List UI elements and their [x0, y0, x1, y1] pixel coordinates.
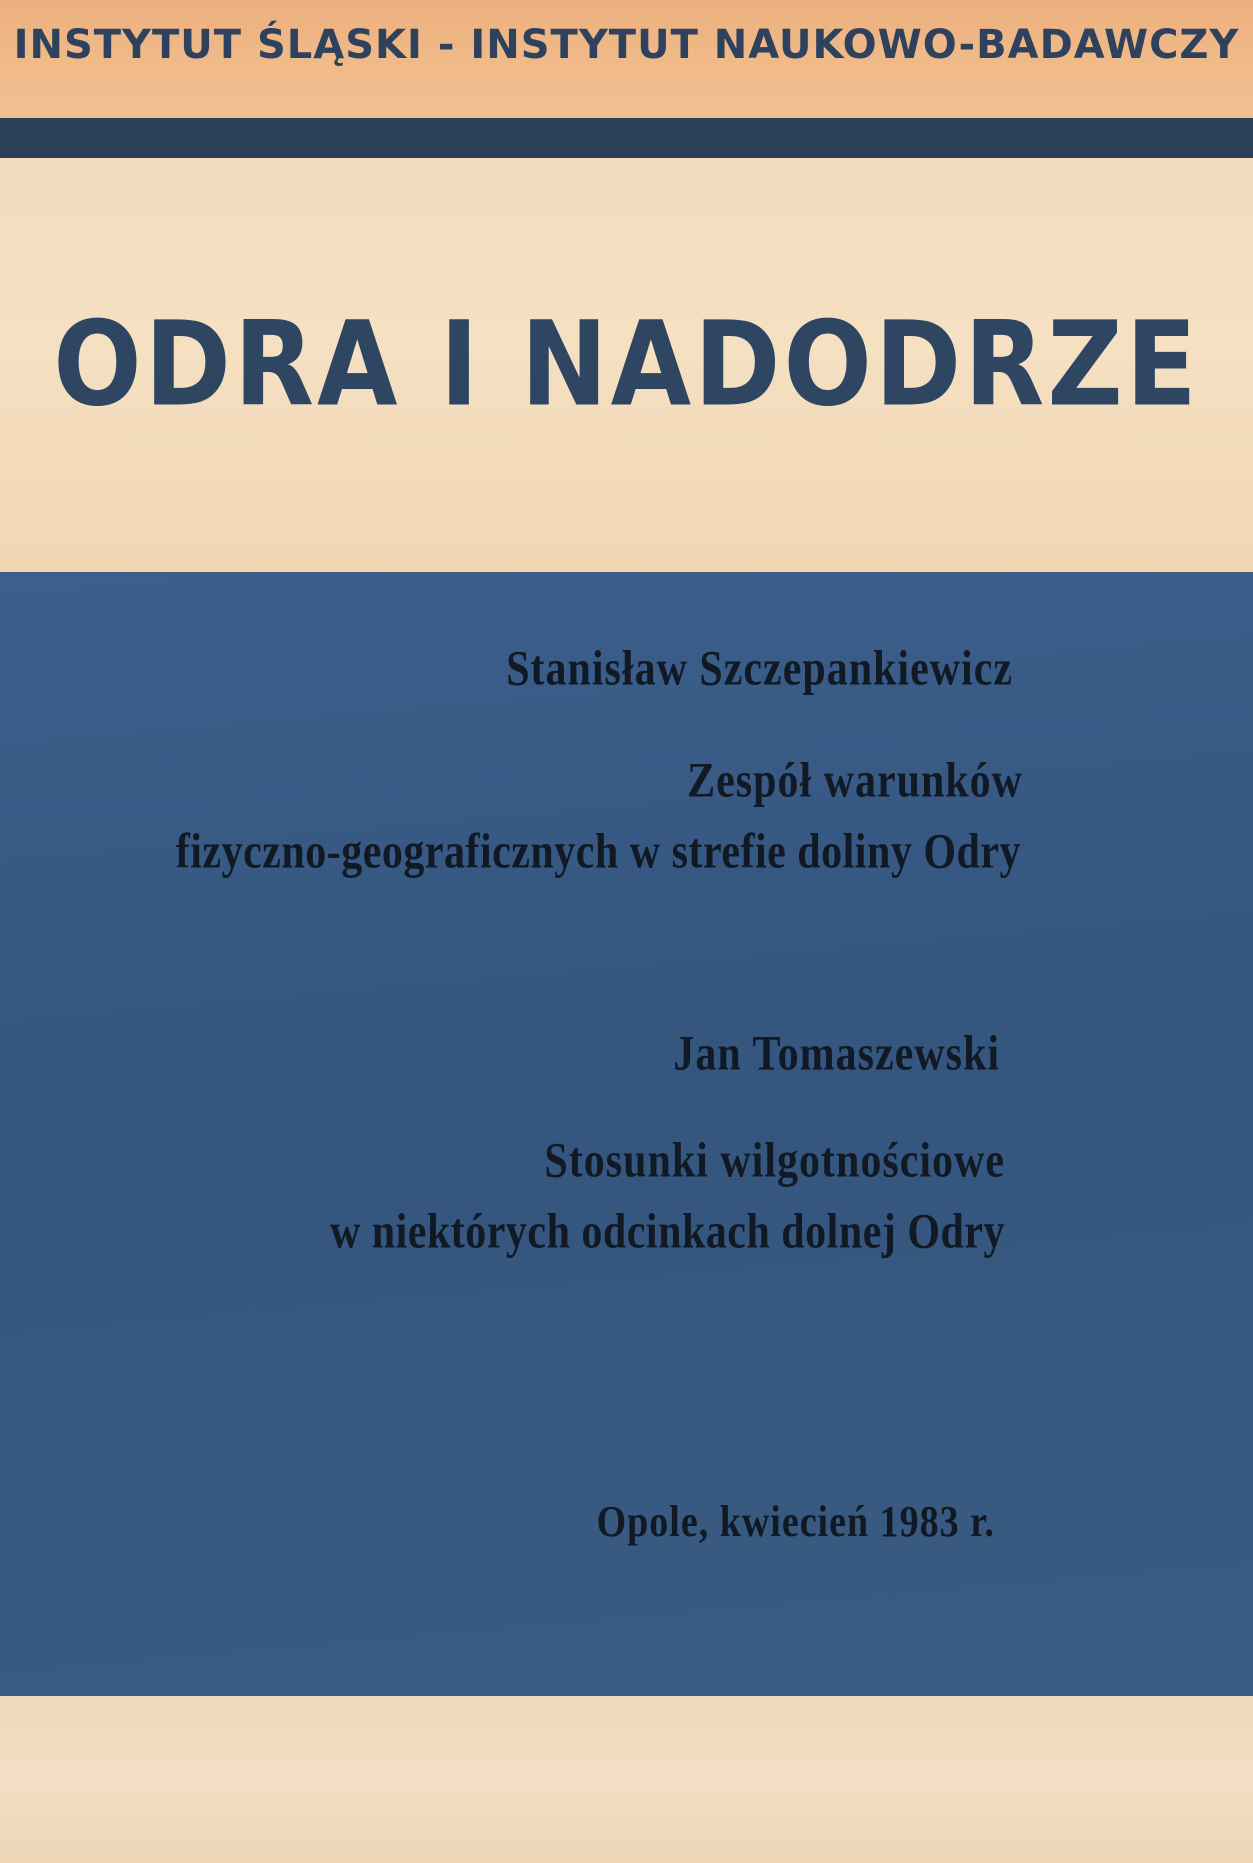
article-1-title-line-1: Zespół warunków	[687, 753, 1023, 809]
article-2-author: Jan Tomaszewski	[673, 1026, 1000, 1082]
book-title: ODRA I NADODRZE	[53, 296, 1200, 433]
dark-stripe	[0, 118, 1253, 158]
publisher-name: INSTYTUT ŚLĄSKI - INSTYTUT NAUKOWO-BADAWCZY	[13, 22, 1240, 68]
bottom-band	[0, 1696, 1253, 1863]
article-2-title-line-1: Stosunki wilgotnościowe	[544, 1133, 1005, 1189]
article-1-title-line-2: fizyczno-geograficznych w strefie doliny Odry	[175, 824, 1021, 880]
article-1-author: Stanisław Szczepankiewicz	[506, 641, 1013, 697]
imprint-place-date: Opole, kwiecień 1983 r.	[596, 1497, 995, 1547]
article-2-title-line-2: w niektórych odcinkach dolnej Odry	[329, 1204, 1005, 1260]
